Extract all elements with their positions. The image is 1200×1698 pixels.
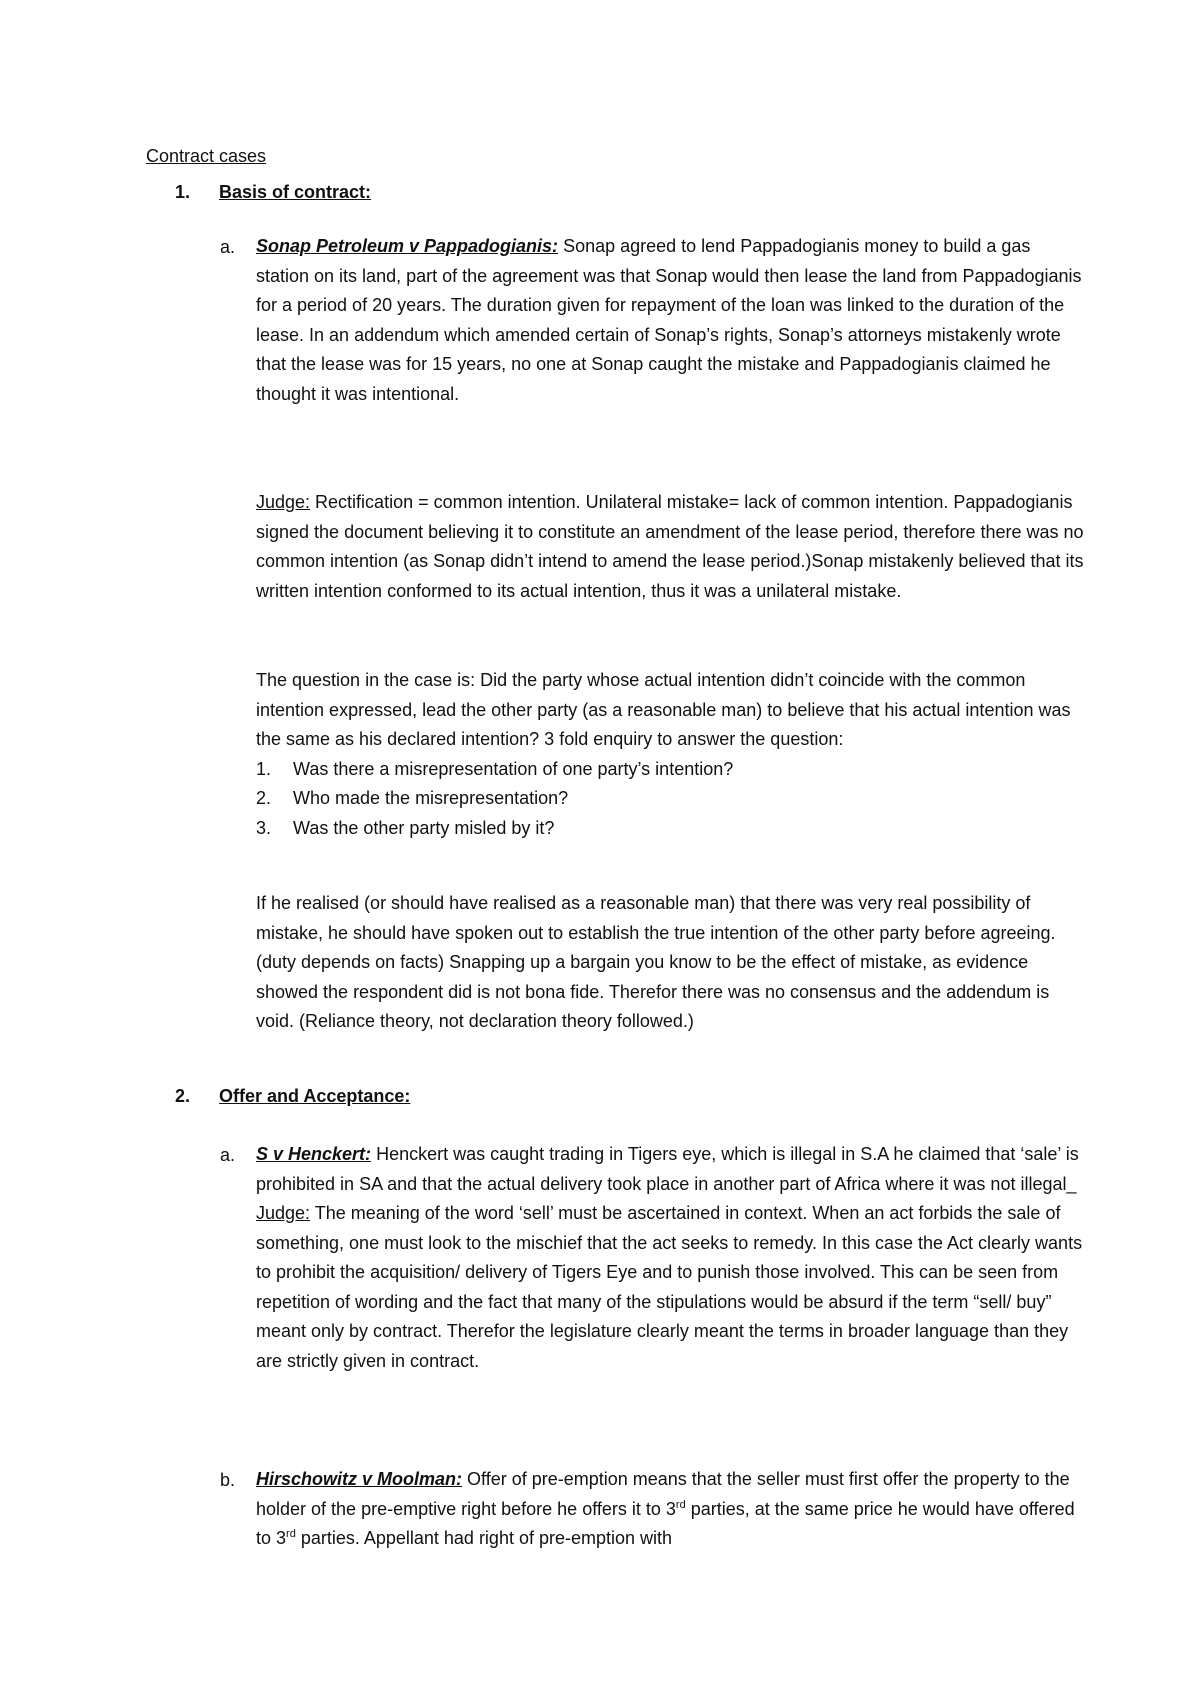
conclusion-paragraph — [256, 889, 1086, 1037]
judge-text: Rectification = common intention. Unilateral mistake= lack of common intention. Pappadogianis signed the document believing it to constitute an amendment of the lease period, therefore there was no common intention (as Sonap didn’t intend to amend the lease period.)Sonap mistakenly believed that its written intention conformed to its actual intention, thus it was a unilateral mistake. — [256, 492, 1084, 601]
judge-finding — [256, 1199, 1086, 1376]
document-title: Contract cases — [146, 146, 267, 166]
case-marker: a. — [220, 1145, 236, 1165]
case-facts — [256, 232, 1086, 409]
conclusion-text: If he realised (or should have realised as a reasonable man) that there was very real possibility of mistake, he should have spoken out to establish the true intention of the other party before agreeing.(duty depends on facts) Snapping up a bargain you know to be the effect of mistake, as evidence showed the respondent did is not bona fide. Therefor there was no consensus and the addendum is void. (Reliance theory, not declaration theory followed.) — [256, 893, 1056, 1031]
enquiry-item: 2. Who made the misrepresentation? — [256, 788, 569, 808]
judge-finding-sonap — [256, 488, 1086, 606]
section-heading-offer-and-acceptance — [175, 1086, 410, 1106]
section-heading-basis-of-contract — [175, 182, 371, 202]
judge-text: The meaning of the word ‘sell’ must be ascertained in context. When an act forbids the sale of something, one must look to the mischief that the act seeks to remedy. In this case the Act clearly wants to prohibit the acquisition/ delivery of Tigers Eye and to punish those involved. This can be seen from repetition of wording and the fact that many of the stipulations would be absurd if the term “sell/ buy” meant only by contract. Therefor the legislature clearly meant the terms in broader language than they are strictly given in contract. — [256, 1203, 1083, 1371]
case-marker: b. — [220, 1470, 236, 1490]
case-name: Sonap Petroleum v Pappadogianis: — [256, 236, 559, 256]
case-s-v-henckert — [256, 1140, 1086, 1376]
case-text: Sonap agreed to lend Pappadogianis money to build a gas station on its land, part of the agreement was that Sonap would then lease the land from Pappadogianis for a period of 20 years. The duration given for repayment of the loan was linked to the duration of the lease. In an addendum which amended certain of Sonap’s rights, Sonap’s attorneys mistakenly wrote that the lease was for 15 years, no one at Sonap caught the mistake and Pappadogianis claimed he thought it was intentional. — [256, 236, 1082, 404]
case-facts — [256, 1140, 1086, 1199]
section-number: 1. — [175, 182, 191, 202]
case-name: S v Henckert: — [256, 1144, 372, 1164]
section-title: Basis of contract: — [219, 182, 372, 202]
section-number: 2. — [175, 1086, 191, 1106]
case-sonap-petroleum — [256, 232, 1086, 409]
enquiry-item: 1. Was there a misrepresentation of one party’s intention? — [256, 758, 734, 779]
section-title: Offer and Acceptance: — [219, 1086, 411, 1106]
enquiry-item: 3. Was the other party misled by it? — [256, 817, 555, 838]
question-text: The question in the case is: Did the party whose actual intention didn’t coincide with the common intention expressed, lead the other party (as a reasonable man) to believe that his actual intention was the same as his declared intention? 3 fold enquiry to answer the question: — [256, 670, 1071, 749]
case-name: Hirschowitz v Moolman: — [256, 1469, 463, 1489]
case-facts: Hirschowitz v Moolman: Offer of pre-emption means that the seller must first offer the property to the holder of the pre-emptive right before he offers it to 3rd parties, at the same price he would have offered to 3rd parties. Appellant had right of pre-emption with — [256, 1469, 1075, 1548]
question-paragraph — [256, 666, 1086, 843]
case-text: Henckert was caught trading in Tigers eye, which is illegal in S.A he claimed that ‘sale’ is prohibited in SA and that the actual delivery took place in another part of Africa where it was not illegal_ — [256, 1144, 1079, 1194]
judge-label: Judge: — [256, 1203, 311, 1223]
judge-label: Judge: — [256, 492, 311, 512]
case-hirschowitz-v-moolman — [256, 1465, 1086, 1554]
case-marker: a. — [220, 237, 236, 257]
